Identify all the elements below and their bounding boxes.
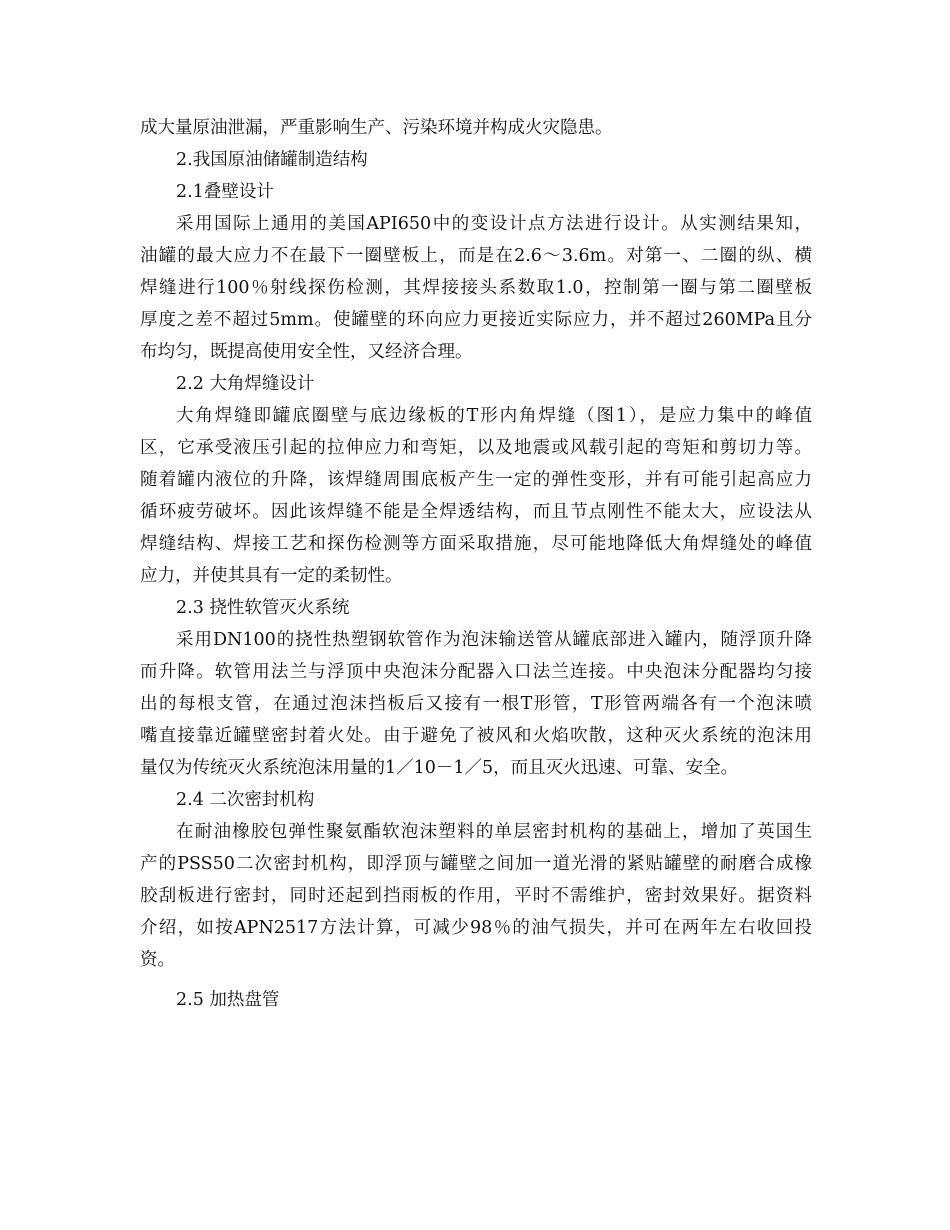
paragraph-2-4	[140, 816, 812, 976]
paragraph-line: 在耐油橡胶包弹性聚氨酯软泡沫塑料的单层密封机构的基础上，增加了英国生	[176, 822, 812, 842]
section-heading-2-5: 2.5 加热盘管	[176, 990, 280, 1010]
paragraph-line: 厚度之差不超过5mm。使罐壁的环向应力更接近实际应力，并不超过260MPa且分	[140, 310, 812, 330]
paragraph-line: 胶刮板进行密封，同时还起到挡雨板的作用，平时不需维护，密封效果好。据资料	[140, 886, 812, 906]
paragraph-line: 采用国际上通用的美国API650中的变设计点方法进行设计。从实测结果知，	[176, 214, 812, 234]
paragraph-line: 产的PSS50二次密封机构，即浮顶与罐壁之间加一道光滑的紧贴罐壁的耐磨合成橡	[140, 854, 812, 874]
paragraph-2-2	[140, 400, 812, 592]
paragraph-line: 大角焊缝即罐底圈壁与底边缘板的T形内角焊缝（图1），是应力集中的峰值	[176, 406, 812, 426]
spacer	[140, 976, 812, 984]
paragraph-line: 布均匀，既提高使用安全性，又经济合理。	[140, 342, 473, 362]
section-heading-2-1: 2.1叠壁设计	[176, 182, 274, 202]
paragraph-line: 嘴直接靠近罐壁密封着火处。由于避免了被风和火焰吹散，这种灭火系统的泡沫用	[140, 726, 812, 746]
document-page	[140, 112, 812, 1016]
paragraph-line: 介绍，如按APN2517方法计算，可减少98％的油气损失，并可在两年左右收回投	[140, 918, 812, 938]
paragraph-line: 出的每根支管，在通过泡沫挡板后又接有一根T形管，T形管两端各有一个泡沫喷	[140, 694, 812, 714]
paragraph-line: 循环疲劳破坏。因此该焊缝不能是全焊透结构，而且节点刚性不能太大，应设法从	[140, 502, 812, 522]
paragraph-2-1	[140, 208, 812, 368]
paragraph-line: 油罐的最大应力不在最下一圈壁板上，而是在2.6～3.6m。对第一、二圈的纵、横	[140, 246, 812, 266]
paragraph-2-3	[140, 624, 812, 784]
paragraph-line: 成大量原油泄漏，严重影响生产、污染环境并构成火灾隐患。	[140, 118, 613, 138]
section-heading-2: 2.我国原油储罐制造结构	[176, 150, 368, 170]
paragraph-line: 焊缝结构、焊接工艺和探伤检测等方面采取措施，尽可能地降低大角焊缝处的峰值	[140, 534, 812, 554]
paragraph-line: 区，它承受液压引起的拉伸应力和弯矩，以及地震或风载引起的弯矩和剪切力等。	[140, 438, 812, 458]
paragraph-line: 采用DN100的挠性热塑钢软管作为泡沫输送管从罐底部进入罐内，随浮顶升降	[176, 630, 812, 650]
section-heading-2-4: 2.4 二次密封机构	[176, 790, 315, 810]
section-heading-2-2: 2.2 大角焊缝设计	[176, 374, 315, 394]
paragraph-line: 随着罐内液位的升降，该焊缝周围底板产生一定的弹性变形，并有可能引起高应力	[140, 470, 812, 490]
paragraph-line: 应力，并使其具有一定的柔韧性。	[140, 566, 403, 586]
paragraph-line: 焊缝进行100％射线探伤检测，其焊接接头系数取1.0，控制第一圈与第二圈壁板	[140, 278, 812, 298]
paragraph-line: 而升降。软管用法兰与浮顶中央泡沫分配器入口法兰连接。中央泡沫分配器均匀接	[140, 662, 812, 682]
paragraph-line: 资。	[140, 950, 175, 970]
paragraph-line: 量仅为传统灭火系统泡沫用量的1／10－1／5，而且灭火迅速、可靠、安全。	[140, 758, 739, 778]
section-heading-2-3: 2.3 挠性软管灭火系统	[176, 598, 350, 618]
